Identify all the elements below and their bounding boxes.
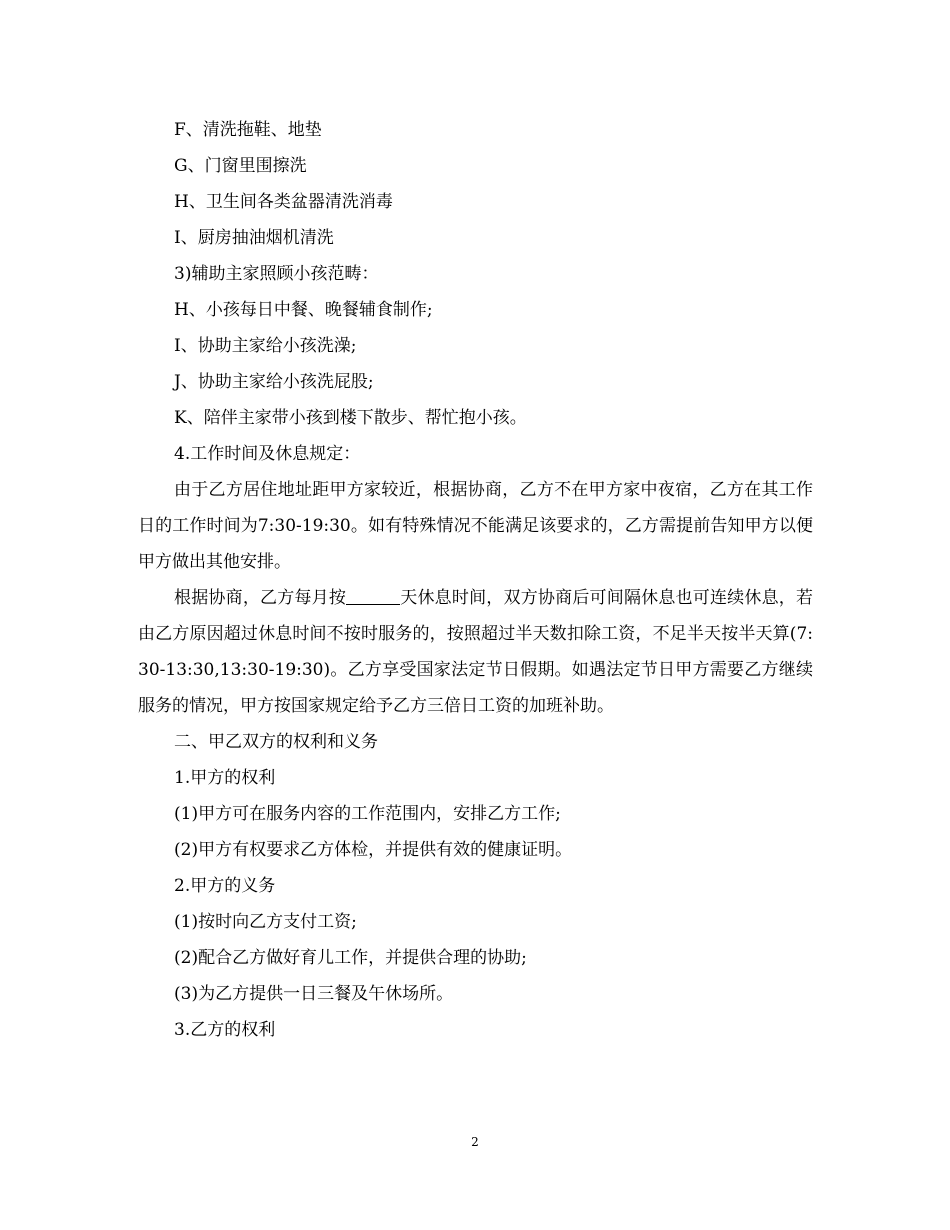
section-heading: 二、甲乙双方的权利和义务 xyxy=(174,732,378,752)
page-number: 2 xyxy=(471,1135,479,1149)
text-line: K、陪伴主家带小孩到楼下散步、帮忙抱小孩。 xyxy=(174,408,527,428)
subsection-heading: 2.甲方的义务 xyxy=(174,876,276,896)
text-line: (3)为乙方提供一日三餐及午休场所。 xyxy=(174,984,454,1004)
paragraph-rest-days xyxy=(138,580,813,724)
document-body xyxy=(138,112,813,1048)
text-line: G、门窗里围擦洗 xyxy=(174,156,307,176)
subsection-heading: 1.甲方的权利 xyxy=(174,768,276,788)
text-line: F、清洗拖鞋、地垫 xyxy=(174,120,322,140)
text-line: 3)辅助主家照顾小孩范畴： xyxy=(174,264,379,284)
fill-in-blank xyxy=(346,587,400,605)
paragraph-text: 根据协商，乙方每月按 xyxy=(174,588,347,608)
text-line: (1)按时向乙方支付工资; xyxy=(174,912,357,932)
text-line: I、协助主家给小孩洗澡; xyxy=(174,336,357,356)
text-line: (1)甲方可在服务内容的工作范围内，安排乙方工作; xyxy=(174,804,561,824)
subsection-heading: 3.乙方的权利 xyxy=(174,1020,276,1040)
section-heading: 4.工作时间及休息规定： xyxy=(174,444,361,464)
text-line: I、厨房抽油烟机清洗 xyxy=(174,228,334,248)
text-line: H、小孩每日中餐、晚餐辅食制作; xyxy=(174,300,433,320)
text-line: H、卫生间各类盆器清洗消毒 xyxy=(174,192,393,212)
paragraph-text: 天休息时间，双方协商后可间隔休息也可连续休息，若由乙方原因超过休息时间不按时服务的，按照超过半天数扣除工资，不足半天按半天算(7:30-13:30,13:30-19:30)。乙方享受国家法定节日假期。如遇法定节日甲方需要乙方继续服务的情况，甲方按国家规定给予乙方三倍日工资的加班补助。 xyxy=(138,588,814,716)
text-line: J、协助主家给小孩洗屁股; xyxy=(174,372,374,392)
paragraph-work-hours: 由于乙方居住地址距甲方家较近，根据协商，乙方不在甲方家中夜宿，乙方在其工作日的工作时间为7:30-19:30。如有特殊情况不能满足该要求的，乙方需提前告知甲方以便甲方做出其他安排。 xyxy=(138,480,813,572)
text-line: (2)甲方有权要求乙方体检，并提供有效的健康证明。 xyxy=(174,840,573,860)
text-line: (2)配合乙方做好育儿工作，并提供合理的协助; xyxy=(174,948,527,968)
